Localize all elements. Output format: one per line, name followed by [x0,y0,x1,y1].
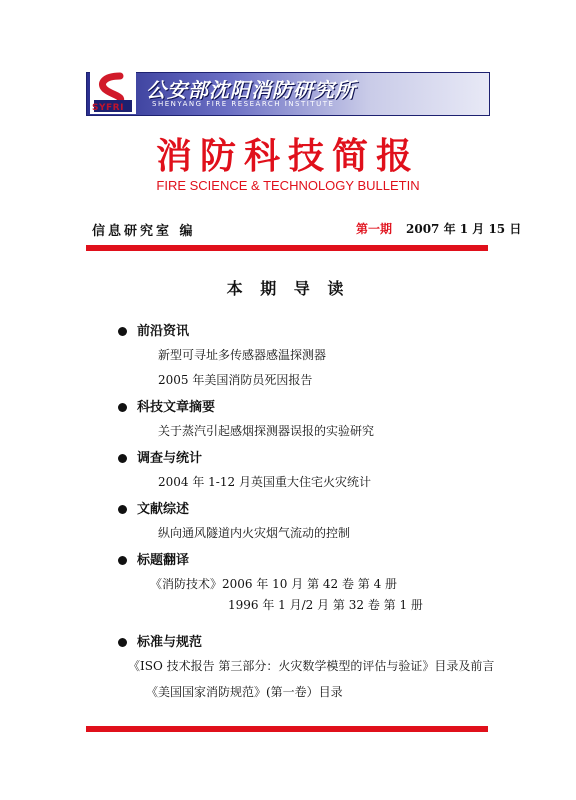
bullet-icon [118,327,127,336]
bullet-icon [118,638,127,647]
section-heading: 前沿资讯 [118,320,189,339]
editor-credit: 信息研究室 编 [92,224,196,239]
section-heading: 标准与规范 [118,631,202,650]
bulletin-title: 消防科技简报 [155,136,420,177]
list-item: 纵向通风隧道内火灾烟气流动的控制 [158,526,351,540]
list-item: 新型可寻址多传感器感温探测器 [158,348,327,362]
list-item: 2004 年 1-12 月英国重大住宅火灾统计 [158,475,371,489]
section-heading: 文献综述 [118,498,189,517]
list-item: 2005 年美国消防员死因报告 [158,373,313,387]
list-item: 《ISO 技术报告 第三部分：火灾数学模型的评估与验证》目录及前言 [128,659,495,673]
section-heading: 调查与统计 [118,447,202,466]
section-heading: 标题翻译 [118,549,189,568]
toc-title: 本 期 导 读 [226,279,350,298]
list-item: 1996 年 1 月/2 月 第 32 卷 第 1 册 [228,598,423,612]
issue-number: 第一期 [356,222,393,236]
bullet-icon [118,556,127,565]
bulletin-subtitle: FIRE SCIENCE & TECHNOLOGY BULLETIN [156,178,420,193]
bottom-divider [86,726,488,732]
issue-date: 2007 年 1 月 15 日 [406,222,522,236]
top-divider [86,245,488,251]
list-item: 《美国国家消防规范》(第一卷）目录 [146,685,343,699]
logo-text: SYFRI [92,103,124,113]
bullet-icon [118,403,127,412]
bullet-icon [118,454,127,463]
list-item: 关于蒸汽引起感烟探测器误报的实验研究 [158,424,375,438]
institute-name: 公安部沈阳消防研究所 [146,78,356,102]
list-item: 《消防技术》2006 年 10 月 第 42 卷 第 4 册 [150,577,398,591]
section-heading: 科技文章摘要 [118,396,215,415]
bullet-icon [118,505,127,514]
institute-name-english: SHENYANG FIRE RESEARCH INSTITUTE [152,100,335,108]
